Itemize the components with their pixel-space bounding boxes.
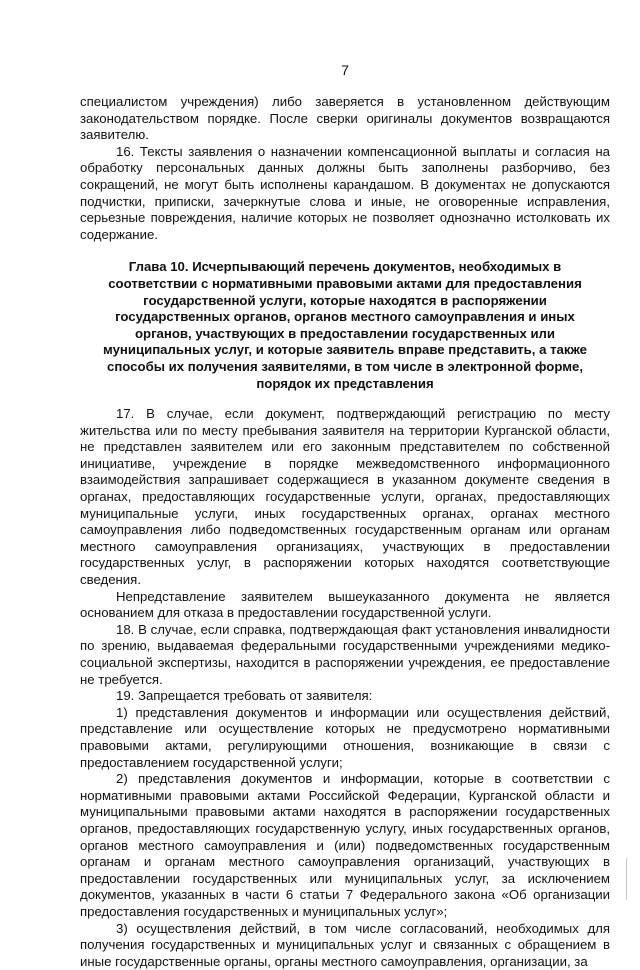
- chapter-10-heading: Глава 10. Исчерпывающий перечень документов, необходимых в соответствии с нормативными правовыми актами для предоставления государственной услуги, которые находятся в распоряжении государственных органов, органов местного самоуправления и иных органов, участвующих в предоставлении государственных или муниципальных услуг, и которые заявитель вправе представить, а также способы их получения заявителями, в том числе в электронной форме, порядок их представления: [86, 259, 604, 392]
- paragraph-19-item-2: 2) представления документов и информации, которые в соответствии с нормативными правовыми актами Российской Федерации, Курганской области и муниципальными правовыми актами находятся в распоряжении государственных органов, предоставляющих государственную услугу, иных государственных органов, органов местного самоуправления и (или) подведомственных государственным органам и органам местного самоуправления организаций, участвующих в предоставлении государственных или муниципальных услуг, за исключением документов, указанных в части 6 статьи 7 Федерального закона «Об организации предоставления государственных и муниципальных услуг»;: [80, 771, 610, 920]
- paragraph-17-note: Непредставление заявителем вышеуказанного документа не является основанием для отказа в предоставлении государственной услуги.: [80, 589, 610, 622]
- paragraph-continuation: специалистом учреждения) либо заверяется в установленном действующим законодательством порядке. После сверки оригиналы документов возвращаются заявителю.: [80, 94, 610, 144]
- paragraph-19-item-3: 3) осуществления действий, в том числе согласований, необходимых для получения государственных и муниципальных услуг и связанных с обращением в иные государственные органы, органы местного самоуправления, организации, за: [80, 921, 610, 970]
- paragraph-19-item-1: 1) представления документов и информации или осуществления действий, представление или осуществление которых не предусмотрено нормативными правовыми актами, регулирующими отношения, возникающие в связи с предоставлением государственной услуги;: [80, 705, 610, 771]
- paragraph-18: 18. В случае, если справка, подтверждающая факт установления инвалидности по зрению, выдаваемая федеральными государственными учреждениями медико-социальной экспертизы, находится в распоряжении учреждения, ее предоставление не требуется.: [80, 622, 610, 688]
- document-body: [80, 94, 610, 970]
- paragraph-19: 19. Запрещается требовать от заявителя:: [80, 688, 610, 705]
- scan-edge-mark: [626, 858, 627, 900]
- paragraph-16: 16. Тексты заявления о назначении компенсационной выплаты и согласия на обработку персональных данных должны быть заполнены разборчиво, без сокращений, не могут быть исполнены карандашом. В документах не допускаются подчистки, приписки, зачеркнутые слова и иные, не оговоренные исправления, серьезные повреждения, наличие которых не позволяет однозначно истолковать их содержание.: [80, 144, 610, 244]
- page-number: 7: [80, 62, 610, 79]
- paragraph-17: 17. В случае, если документ, подтверждающий регистрацию по месту жительства или по месту пребывания заявителя на территории Курганской области, не представлен заявителем или его законным представителем по собственной инициативе, учреждение в порядке межведомственного информационного взаимодействия запрашивает содержащиеся в указанном документе сведения в органах, предоставляющих государственные услуги, органах, предоставляющих муниципальные услуги, иных государственных органах, органах местного самоуправления либо подведомственных государственным органам или органам местного самоуправления организациях, участвующих в предоставлении государственных услуг, в распоряжении которых находятся соответствующие сведения.: [80, 406, 610, 589]
